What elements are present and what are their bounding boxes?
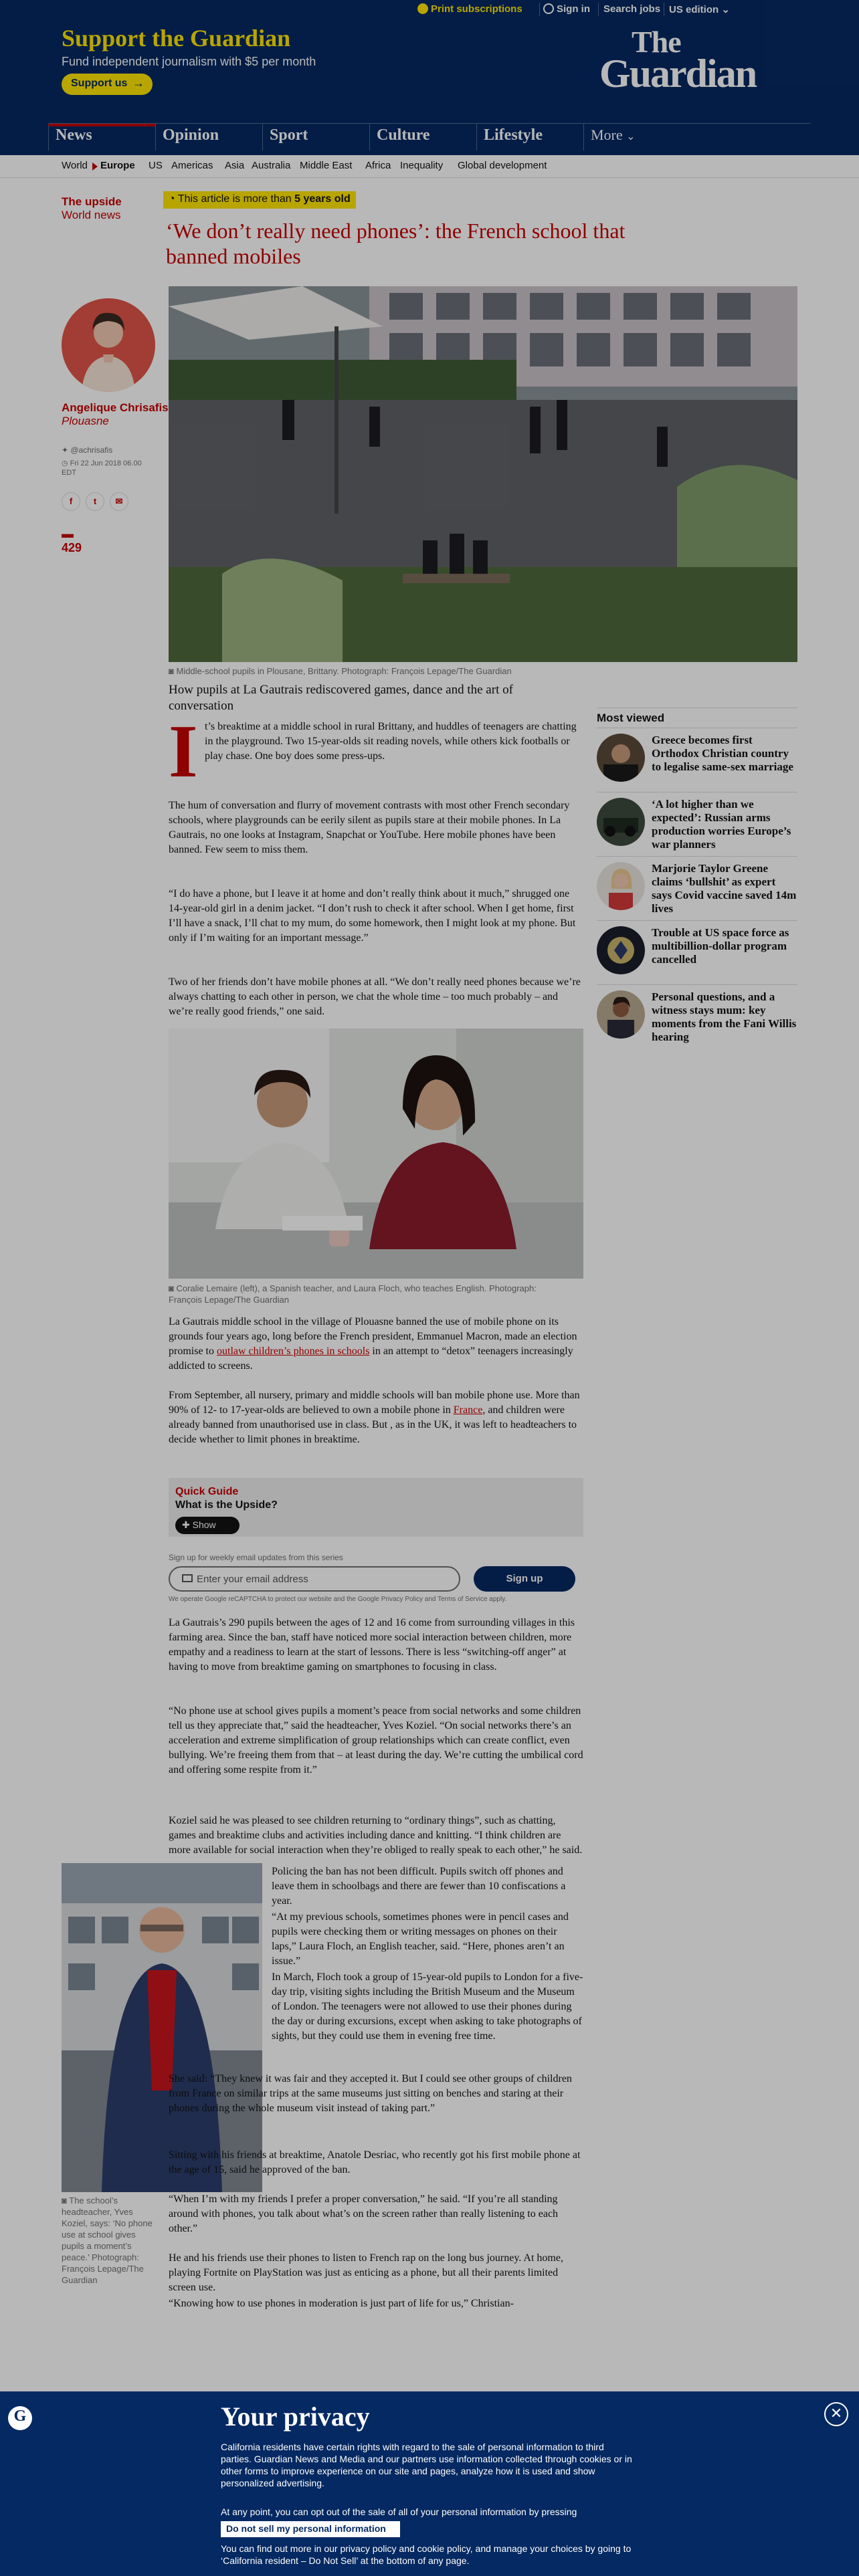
sign-in-link[interactable]: Sign in: [543, 3, 590, 15]
most-viewed-title: Most viewed: [597, 712, 665, 724]
body-paragraph: Koziel said he was pleased to see children returning to “ordinary things”, such as chatting, games and breaktime clubs and activities including dance and knitting. “I think children are more available for social interaction when they’re obliged to really speak to each other,” he said.: [169, 1815, 583, 1856]
envelope-icon: [182, 1574, 193, 1582]
subnav-middle-east[interactable]: Middle East: [300, 160, 353, 171]
top-bar: [0, 0, 859, 23]
main-nav: [48, 123, 811, 150]
headteacher-photo: [62, 1863, 262, 2192]
facebook-share-icon[interactable]: f: [62, 492, 80, 511]
divider: [539, 3, 540, 16]
print-subscriptions-link[interactable]: Print subscriptions: [417, 3, 522, 15]
most-viewed-thumbnail: [597, 926, 645, 974]
outlaw-phones-link[interactable]: outlaw children’s phones in schools: [217, 1346, 370, 1357]
most-viewed-thumbnail: [597, 990, 645, 1039]
author-byline[interactable]: Angelique Chrisafis Plouasne: [62, 401, 169, 427]
chevron-down-icon: ⌄: [626, 131, 636, 142]
recaptcha-notice: We operate Google reCAPTCHA to protect our website and the Google Privacy Policy and Terms of Service apply.: [169, 1596, 507, 1603]
divider: [598, 3, 599, 16]
body-paragraph: La Gautrais’s 290 pupils between the ages of 12 and 16 come from surrounding villages in this farming area. Since the ban, staff have noticed more social interaction between children, more empathy and a readiness to learn at the start of lessons. There is less “switching-off anger” at having to move from breaktime gaming on smartphones to focusing in class.: [169, 1617, 575, 1673]
clock-icon: ◷: [62, 459, 68, 467]
subnav-europe[interactable]: Europe: [100, 160, 135, 171]
quick-guide-title: What is the Upside?: [175, 1499, 278, 1511]
author-portrait: [62, 298, 155, 392]
main-photo-caption: ◙ Middle-school pupils in Plousane, Brittany. Photograph: François Lepage/The Guardian: [169, 666, 512, 676]
privacy-text: You can find out more in our privacy policy and cookie policy, and manage your choices by going to ‘California resident – Do Not Sell’ at the bottom of any page.: [221, 2543, 632, 2566]
camera-icon: ◙: [169, 666, 174, 676]
guardian-g-icon: G: [8, 2406, 32, 2430]
quick-guide-kicker: Quick Guide: [175, 1486, 239, 1497]
most-viewed-item[interactable]: Marjorie Taylor Greene claims ‘bullshit’ as expert says Covid vaccine saved 14m lives: [597, 856, 797, 918]
most-viewed-thumbnail: [597, 862, 645, 910]
age-warning: ◔ This article is more than 5 years old: [163, 191, 356, 209]
most-viewed-thumbnail: [597, 734, 645, 782]
headteacher-image: [62, 1863, 262, 2192]
most-viewed-item[interactable]: Trouble at US space force as multibillion-dollar program cancelled: [597, 920, 797, 982]
privacy-title: Your privacy: [221, 2401, 370, 2432]
chevron-down-icon: ⌄: [721, 4, 730, 15]
body-paragraph: From September, all nursery, primary and middle schools will ban mobile phone use. More than 90% of 12- to 17-year-olds are believed to own a mobile phone in France, and children were already banned from unauthorised use in class. But , as in the UK, it was left to headteachers to decide whether to limit phones in breaktime.: [169, 1390, 580, 1445]
edition-selector[interactable]: US edition ⌄: [669, 4, 730, 15]
nav-culture[interactable]: Culture: [369, 124, 476, 150]
star-icon: [417, 3, 428, 14]
signup-label: Sign up for weekly email updates from this series: [169, 1553, 343, 1562]
body-paragraph: The hum of conversation and flurry of movement contrasts with most other French secondary schools, where playgrounds can be eerily silent as pupils stare at their mobile phones. In La Gautrais, no one looks at Instagram, Snapchat or YouTube. Here mobile phones have been banned. Few seem to miss them.: [169, 800, 570, 855]
arrow-right-icon: →: [132, 76, 145, 90]
body-paragraph: “Knowing how to use phones in moderation is just part of life for us,” Christian-: [169, 2298, 514, 2309]
playground-image: [169, 286, 797, 662]
nav-sport[interactable]: Sport: [262, 124, 369, 150]
body-paragraph: Policing the ban has not been difficult. Pupils switch off phones and leave them in schoolbags and there are fewer than 10 confiscations a year.: [272, 1866, 566, 1907]
clock-icon: ◔: [169, 193, 175, 205]
main-photo: [169, 286, 797, 662]
search-jobs-link[interactable]: Search jobs: [603, 3, 661, 15]
teachers-photo: [169, 1029, 583, 1279]
body-paragraph: She said: “They knew it was fair and they accepted it. But I could see other groups of children from France on similar trips at the same museums just sitting on benches and staring at their phones during the whole museum visit instead of taking part.”: [169, 2073, 572, 2114]
body-paragraph: Two of her friends don’t have mobile phones at all. “We don’t really need phones because we’re always chatting to each other in person, we chat the whole time – too much probably – and we’re really good friends,” one said.: [169, 976, 581, 1017]
privacy-text: California residents have certain rights with regard to the sale of personal information to third parties. Guardian News and Media and our partners use information collected through cookies or in other forms to improve experience on our site and pages, analyze how it is used and show personalized advertising.: [221, 2442, 632, 2488]
section-link[interactable]: World news: [62, 209, 121, 221]
privacy-banner: [0, 2391, 859, 2576]
nav-opinion[interactable]: Opinion: [155, 124, 262, 150]
user-icon: [543, 3, 554, 14]
body-paragraph: “At my previous schools, sometimes phones were in pencil cases and pupils were checking them or writing messages on phones on their laps,” Laura Floch, an English teacher, said. “Here, phones aren’t an issue.”: [272, 1911, 569, 1967]
support-title: Support the Guardian: [62, 25, 291, 51]
most-viewed-item[interactable]: Personal questions, and a witness stays mum: key moments from the Fani Willis hearing: [597, 984, 797, 1046]
subnav-americas[interactable]: Americas: [171, 160, 213, 171]
site-header: [0, 0, 859, 155]
support-subtitle: Fund independent journalism with $5 per month: [62, 55, 316, 68]
subnav-inequality[interactable]: Inequality: [400, 160, 444, 171]
camera-icon: ◙: [62, 2195, 67, 2206]
body-paragraph: He and his friends use their phones to listen to French rap on the long bus journey. At home, playing Fortnite on PlayStation was just as enticing as a phone, but all their parents limited screen use.: [169, 2252, 563, 2293]
signup-button[interactable]: Sign up: [474, 1566, 575, 1592]
email-input[interactable]: Enter your email address: [169, 1566, 460, 1592]
camera-icon: ◙: [169, 1283, 174, 1293]
sub-nav: [0, 155, 859, 178]
close-icon[interactable]: ✕: [824, 2402, 848, 2426]
subnav-asia[interactable]: Asia: [225, 160, 245, 171]
privacy-text: At any point, you can opt out of the sale of all of your personal information by pressing: [221, 2506, 577, 2517]
author-twitter[interactable]: ✦ @achrisafis: [62, 445, 113, 455]
author-avatar: [62, 298, 155, 392]
subnav-world[interactable]: World: [62, 160, 88, 171]
email-share-icon[interactable]: ✉: [110, 492, 128, 511]
standfirst: How pupils at La Gautrais rediscovered games, dance and the art of conversation: [169, 683, 513, 713]
teachers-photo-caption: ◙ Coralie Lemaire (left), a Spanish teacher, and Laura Floch, who teaches English. Photograph: François Lepage/The Guardian: [169, 1283, 537, 1305]
subnav-australia[interactable]: Australia: [252, 160, 291, 171]
body-paragraph: t’s breaktime at a middle school in rural Brittany, and huddles of teenagers are chatting in the playground. Two 15-year-olds sit reading novels, while others kick footballs or play chase. One boy does some press-ups.: [205, 721, 577, 762]
body-paragraph: “I do have a phone, but I leave it at home and don’t really think about it much,” shrugged one 14-year-old girl in a denim jacket. “I don’t rush to check it after school. When I get home, first I’ll have a snack, I’ll chat to my mum, do some homework, then I might look at my phone. But only if I’m waiting for an important message.”: [169, 888, 576, 944]
teachers-image: [169, 1029, 583, 1279]
body-paragraph: “When I’m with my friends I prefer a proper conversation,” he said. “If you’re all standing around with phones, you talk about what’s on the screen rather than really listening to each other.”: [169, 2193, 559, 2234]
plus-icon: ✚: [182, 1519, 190, 1530]
body-paragraph: La Gautrais middle school in the village of Plouasne banned the use of mobile phone on its grounds four years ago, long before the French president, Emmanuel Macron, made an election promise to outlaw children’s phones in schools in an attempt to “detox” teenagers increasingly addicted to screens.: [169, 1316, 577, 1372]
quick-guide: [169, 1478, 583, 1537]
logo-guardian[interactable]: Guardian: [599, 51, 757, 96]
body-paragraph: “No phone use at school gives pupils a moment’s peace from social networks and some children tell us they appreciate that,” said the headteacher, Yves Koziel. “On social networks there’s an acceleration and extreme simplification of group relationships which can create conflict, even bullying. We’re freeing them from that – at least during the day. We’re cutting the umbilical cord and offering some respite from it.”: [169, 1705, 583, 1776]
nav-more[interactable]: More ⌄: [583, 124, 690, 150]
twitter-share-icon[interactable]: t: [86, 492, 104, 511]
nav-news[interactable]: News: [48, 124, 155, 150]
logo-the[interactable]: The: [632, 25, 681, 59]
most-viewed-thumbnail: [597, 798, 645, 846]
subnav-us[interactable]: US: [149, 160, 163, 171]
most-viewed-item[interactable]: Greece becomes first Orthodox Christian country to legalise same-sex marriage: [597, 728, 797, 789]
do-not-sell-button[interactable]: Do not sell my personal information: [221, 2521, 400, 2537]
nav-lifestyle[interactable]: Lifestyle: [476, 124, 583, 150]
drop-cap: I: [169, 710, 198, 793]
headline: ‘We don’t really need phones’: the French school that banned mobiles: [166, 219, 626, 268]
headteacher-photo-caption: ◙ The school’s headteacher, Yves Koziel, says: ‘No phone use at school gives pupils a moment’s peace.’ Photograph: François Lepage/The Guardian: [62, 2195, 153, 2285]
subnav-global-development[interactable]: Global development: [458, 160, 547, 171]
comment-count[interactable]: ▬ 429: [62, 527, 82, 554]
publish-date: ◷ Fri 22 Jun 2018 06.00 EDT: [62, 459, 142, 477]
subnav-africa[interactable]: Africa: [365, 160, 391, 171]
series-kicker[interactable]: The upside: [62, 195, 122, 208]
france-link[interactable]: France: [453, 1404, 483, 1416]
show-button[interactable]: ✚ Show: [175, 1517, 240, 1534]
body-paragraph: Sitting with his friends at breaktime, Anatole Desriac, who recently got his first mobile phone at the age of 15, said he approved of the ban.: [169, 2149, 581, 2175]
comment-icon: ▬: [62, 527, 74, 540]
support-us-button[interactable]: Support us →: [62, 74, 153, 95]
pillar-marker-icon: [92, 163, 98, 171]
body-paragraph: In March, Floch took a group of 15-year-old pupils to London for a five-day trip, visiting sights including the British Museum and the Museum of London. The teenagers were not allowed to use their phones during the day or during excursions, except when asking to take photographs of sights, but they could use them in evening free time.: [272, 1971, 583, 2042]
twitter-icon: ✦: [62, 445, 69, 455]
most-viewed-item[interactable]: ‘A lot higher than we expected’: Russian arms production worries Europe’s war planners: [597, 792, 797, 853]
